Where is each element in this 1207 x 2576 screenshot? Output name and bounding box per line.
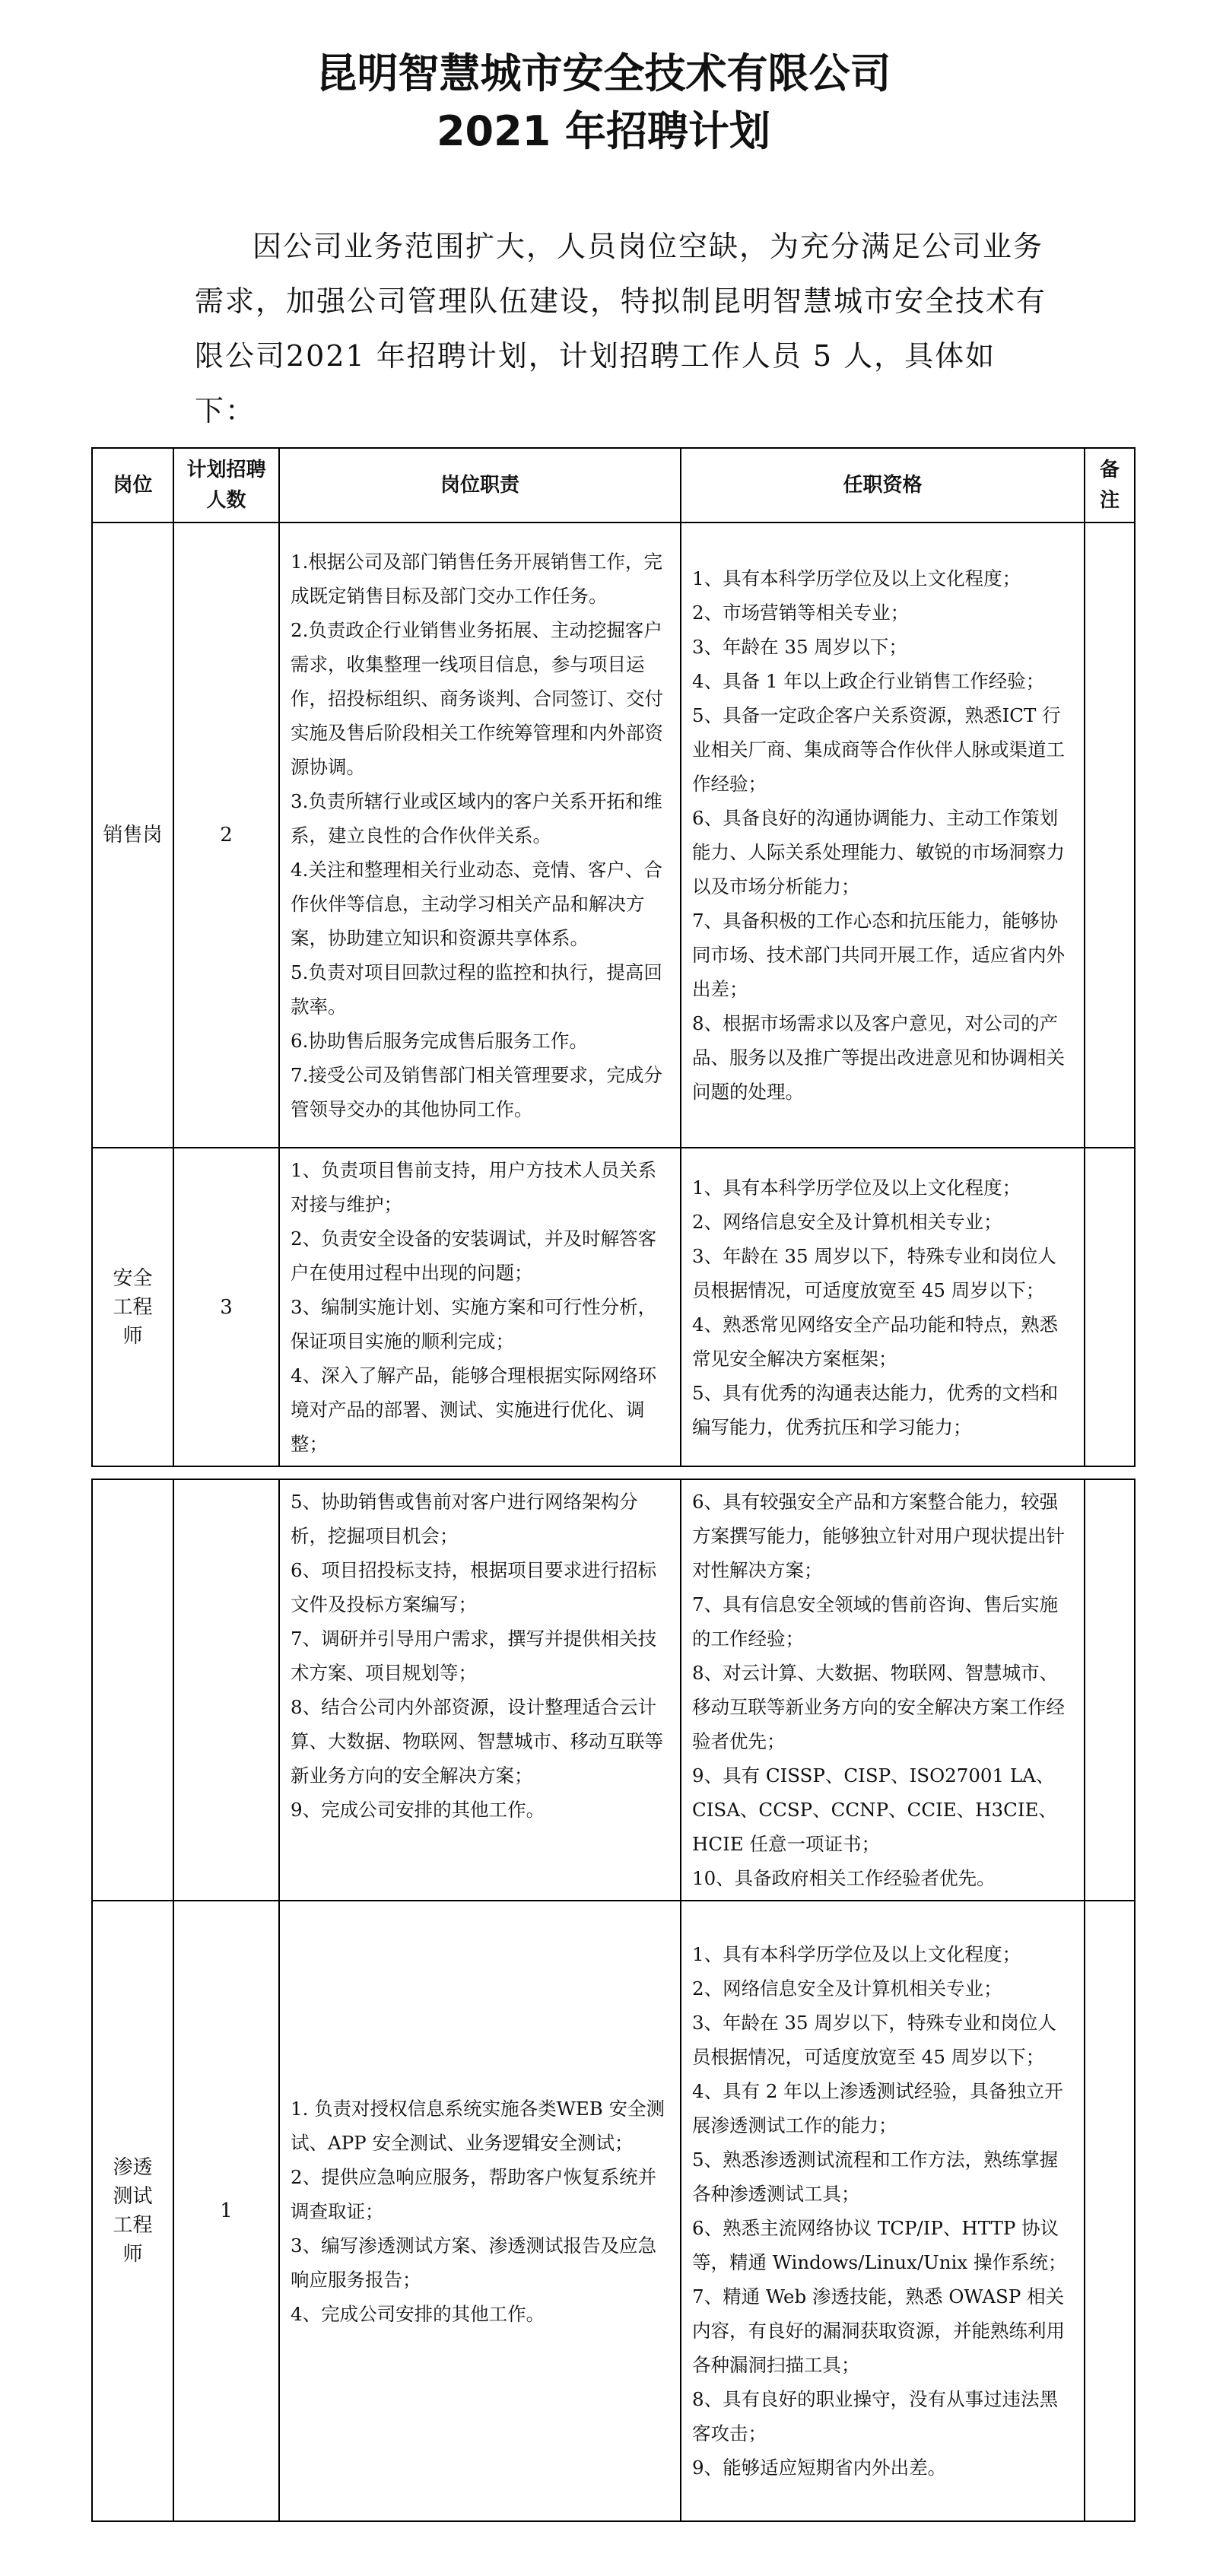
qualifications-cell xyxy=(681,1901,1085,2521)
qualification-item: 6、具有较强安全产品和方案整合能力，较强方案撰写能力，能够独立针对用户现状提出针对性解决方案； xyxy=(692,1491,1065,1581)
qualification-item: 6、具备良好的沟通协调能力、主动工作策划能力、人际关系处理能力、敏锐的市场洞察力以及市场分析能力； xyxy=(692,807,1065,897)
qualifications-cell xyxy=(681,1148,1085,1466)
position-cell: 渗透测试工程师 xyxy=(92,1901,173,2521)
position-cell: 安全工程师 xyxy=(92,1148,173,1466)
duties-cell xyxy=(279,523,681,1148)
intro-paragraph: 因公司业务范围扩大，人员岗位空缺，为充分满足公司业务需求，加强公司管理队伍建设，特拟制昆明智慧城市安全技术有限公司2021 年招聘计划，计划招聘工作人员 5 人，具体如下： xyxy=(195,230,1047,427)
position-cell xyxy=(92,1479,173,1901)
duty-item: 4、完成公司安排的其他工作。 xyxy=(291,2302,545,2325)
qualification-item: 2、网络信息安全及计算机相关专业； xyxy=(692,1977,1002,1999)
qualification-item: 6、熟悉主流网络协议 TCP/IP、HTTP 协议等，精通 Windows/Linux/Unix 操作系统； xyxy=(692,2217,1067,2273)
recruitment-table-continued xyxy=(91,1479,1136,2522)
duty-item: 4、深入了解产品，能够合理根据实际网络环境对产品的部署、测试、实施进行优化、调整； xyxy=(291,1364,657,1455)
qualification-item: 9、能够适应短期省内外出差。 xyxy=(692,2457,947,2479)
remarks-cell xyxy=(1085,1479,1135,1901)
duty-item: 2.负责政企行业销售业务拓展、主动挖掘客户需求，收集整理一线项目信息，参与项目运作，招投标组织、商务谈判、合同签订、交付实施及售后阶段相关工作统筹管理和内外部资源协调。 xyxy=(291,618,663,778)
duty-item: 8、结合公司内外部资源，设计整理适合云计算、大数据、物联网、智慧城市、移动互联等新业务方向的安全解决方案； xyxy=(291,1696,663,1787)
duty-item: 3.负责所辖行业或区域内的客户关系开拓和维系，建立良性的合作伙伴关系。 xyxy=(291,789,662,846)
qualification-item: 2、市场营销等相关专业； xyxy=(692,602,910,624)
recruitment-table xyxy=(91,447,1136,1467)
qualification-item: 5、具备一定政企客户关系资源，熟悉ICT 行业相关厂商、集成商等合作伙伴人脉或渠道工作经验； xyxy=(692,704,1065,795)
duties-cell xyxy=(279,1901,681,2521)
headcount-cell: 3 xyxy=(173,1148,279,1466)
table-row xyxy=(92,1901,1135,2521)
qualification-item: 3、年龄在 35 周岁以下，特殊专业和岗位人员根据情况，可适度放宽至 45 周岁以下； xyxy=(692,2012,1056,2068)
header-duties: 岗位职责 xyxy=(279,448,681,523)
qualification-item: 2、网络信息安全及计算机相关专业； xyxy=(692,1210,1002,1233)
duty-item: 2、提供应急响应服务，帮助客户恢复系统并调查取证； xyxy=(291,2165,657,2222)
qualification-item: 9、具有 CISSP、CISP、ISO27001 LA、CISA、CCSP、CCNP、CCIE、H3CIE、HCIE 任意一项证书； xyxy=(692,1764,1057,1855)
duty-item: 6、项目招投标支持，根据项目要求进行招标文件及投标方案编写； xyxy=(291,1559,657,1615)
duty-item: 4.关注和整理相关行业动态、竞情、客户、合作伙伴等信息，主动学习相关产品和解决方案，协助建立知识和资源共享体系。 xyxy=(291,858,662,949)
remarks-cell xyxy=(1085,1901,1135,2521)
duty-item: 9、完成公司安排的其他工作。 xyxy=(291,1799,545,1821)
qualification-item: 4、熟悉常见网络安全产品功能和特点，熟悉常见安全解决方案框架； xyxy=(692,1313,1059,1370)
qualification-item: 1、具有本科学历学位及以上文化程度； xyxy=(692,1176,1021,1199)
table-header-row xyxy=(92,448,1135,523)
qualifications-cell xyxy=(681,1479,1085,1901)
qualification-item: 4、具备 1 年以上政企行业销售工作经验； xyxy=(692,670,1045,692)
header-qualifications: 任职资格 xyxy=(681,448,1085,523)
duty-item: 1.根据公司及部门销售任务开展销售工作，完成既定销售目标及部门交办工作任务。 xyxy=(291,550,662,607)
remarks-cell xyxy=(1085,1148,1135,1466)
qualification-item: 5、具有优秀的沟通表达能力，优秀的文档和编写能力，优秀抗压和学习能力； xyxy=(692,1381,1059,1438)
qualification-item: 5、熟悉渗透测试流程和工作方法，熟练掌握各种渗透测试工具； xyxy=(692,2149,1059,2205)
qualification-item: 7、具有信息安全领域的售前咨询、售后实施的工作经验； xyxy=(692,1593,1059,1650)
duty-item: 7、调研并引导用户需求，撰写并提供相关技术方案、项目规划等； xyxy=(291,1628,657,1684)
duty-item: 3、编制实施计划、实施方案和可行性分析，保证项目实施的顺利完成； xyxy=(291,1296,657,1352)
qualification-item: 10、具备政府相关工作经验者优先。 xyxy=(692,1867,996,1889)
duty-item: 5.负责对项目回款过程的监控和执行，提高回款率。 xyxy=(291,961,662,1018)
duty-item: 3、编写渗透测试方案、渗透测试报告及应急响应服务报告； xyxy=(291,2234,657,2291)
qualification-item: 1、具有本科学历学位及以上文化程度； xyxy=(692,1943,1021,1965)
qualification-item: 7、精通 Web 渗透技能，熟悉 OWASP 相关内容，有良好的漏洞获取资源，并能熟练利用各种漏洞扫描工具； xyxy=(692,2285,1065,2376)
qualification-item: 8、具有良好的职业操守，没有从事过违法黑客攻击； xyxy=(692,2388,1059,2444)
document-title: 昆明智慧城市安全技术有限公司 xyxy=(316,49,891,97)
duty-item: 7.接受公司及销售部门相关管理要求，完成分管领导交办的其他协同工作。 xyxy=(291,1063,662,1120)
duty-item: 5、协助销售或售前对客户进行网络架构分析，挖掘项目机会； xyxy=(291,1491,638,1547)
table-row xyxy=(92,1479,1135,1901)
table-row xyxy=(92,1148,1135,1466)
remarks-cell xyxy=(1085,523,1135,1148)
document-subtitle: 2021 年招聘计划 xyxy=(436,107,771,155)
header-headcount: 计划招聘人数 xyxy=(173,448,279,523)
duty-item: 6.协助售后服务完成售后服务工作。 xyxy=(291,1029,588,1052)
duty-item: 2、负责安全设备的安装调试，并及时解答客户在使用过程中出现的问题； xyxy=(291,1228,657,1284)
duties-cell xyxy=(279,1148,681,1466)
table-row xyxy=(92,523,1135,1148)
qualification-item: 1、具有本科学历学位及以上文化程度； xyxy=(692,567,1021,589)
headcount-cell xyxy=(173,1479,279,1901)
qualification-item: 8、对云计算、大数据、物联网、智慧城市、移动互联等新业务方向的安全解决方案工作经验者优先； xyxy=(692,1662,1065,1752)
headcount-cell: 1 xyxy=(173,1901,279,2521)
duty-item: 1. 负责对授权信息系统实施各类WEB 安全测试、APP 安全测试、业务逻辑安全测试； xyxy=(291,2097,665,2154)
qualification-item: 3、年龄在 35 周岁以下，特殊专业和岗位人员根据情况，可适度放宽至 45 周岁以下； xyxy=(692,1244,1056,1301)
header-remarks: 备注 xyxy=(1085,448,1135,523)
qualification-item: 8、根据市场需求以及客户意见，对公司的产品、服务以及推广等提出改进意见和协调相关问题的处理。 xyxy=(692,1012,1065,1103)
qualification-item: 7、具备积极的工作心态和抗压能力，能够协同市场、技术部门共同开展工作，适应省内外出差； xyxy=(692,910,1065,1000)
qualifications-cell xyxy=(681,523,1085,1148)
headcount-cell: 2 xyxy=(173,523,279,1148)
qualification-item: 3、年龄在 35 周岁以下； xyxy=(692,636,907,658)
qualification-item: 4、具有 2 年以上渗透测试经验，具备独立开展渗透测试工作的能力； xyxy=(692,2080,1063,2136)
position-cell: 销售岗 xyxy=(92,523,173,1148)
duty-item: 1、负责项目售前支持，用户方技术人员关系对接与维护； xyxy=(291,1159,657,1215)
duties-cell xyxy=(279,1479,681,1901)
header-position: 岗位 xyxy=(92,448,173,523)
